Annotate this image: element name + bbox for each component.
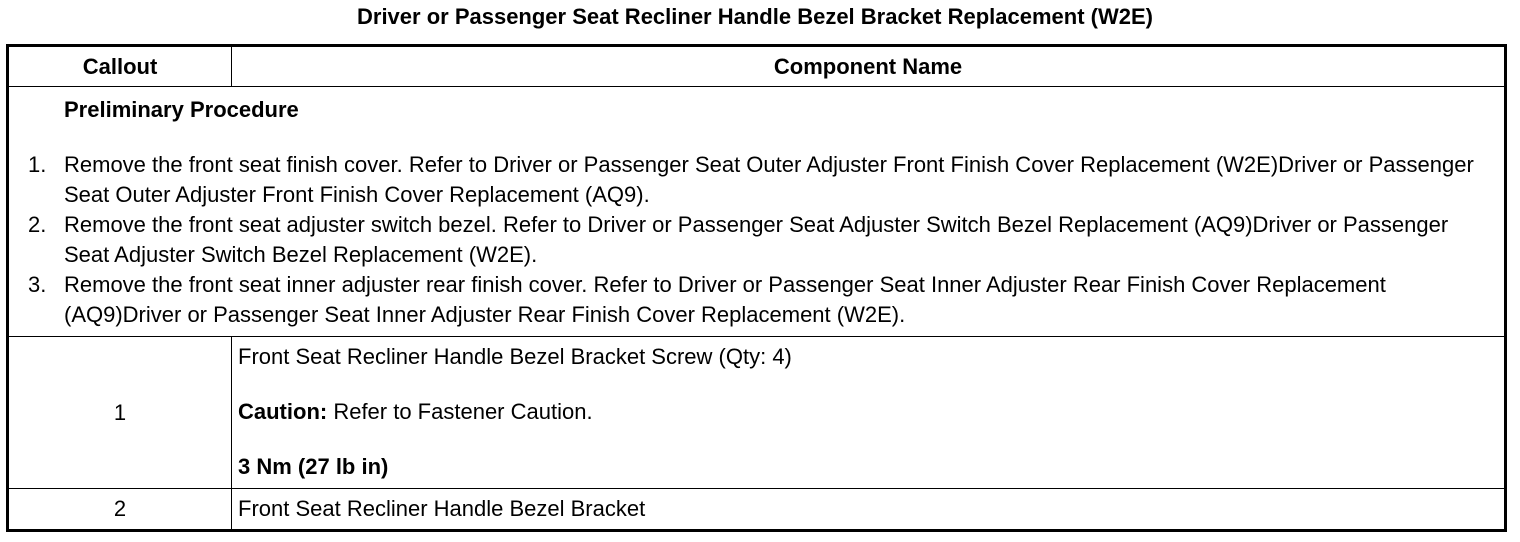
preliminary-steps-list [23, 150, 1490, 330]
step-number: 2. [28, 212, 47, 237]
caution-note [238, 397, 1498, 427]
table-row [8, 489, 1506, 531]
list-item [23, 210, 1490, 270]
step-number: 1. [28, 152, 47, 177]
step-text: Remove the front seat inner adjuster rear finish cover. Refer to Driver or Passenger Seat Inner Adjuster Rear Finish Cover Replacement (AQ9)Driver or Passenger Seat Inner Adjuster Rear Finish Cover Replacement (W2E). [64, 272, 1386, 327]
procedure-table [6, 44, 1507, 532]
table-row [8, 337, 1506, 489]
step-number: 3. [28, 272, 47, 297]
component-name: Front Seat Recliner Handle Bezel Bracket Screw (Qty: 4) [238, 344, 792, 369]
callout-number: 2 [8, 489, 232, 531]
header-row [8, 46, 1506, 87]
component-name: Front Seat Recliner Handle Bezel Bracket [232, 489, 1506, 531]
list-item [23, 150, 1490, 210]
component-name-column-header: Component Name [232, 46, 1506, 87]
preliminary-procedure-heading: Preliminary Procedure [64, 97, 299, 122]
callout-number: 1 [8, 337, 232, 489]
caution-label: Caution: [238, 399, 328, 424]
list-item [23, 270, 1490, 330]
callout-column-header: Callout [8, 46, 232, 87]
component-name-cell [232, 337, 1506, 489]
preliminary-procedure-cell [8, 87, 1506, 337]
step-text: Remove the front seat finish cover. Refer to Driver or Passenger Seat Outer Adjuster Front Finish Cover Replacement (W2E)Driver or Passenger Seat Outer Adjuster Front Finish Cover Replacement (AQ9). [64, 152, 1474, 207]
page-title: Driver or Passenger Seat Recliner Handle Bezel Bracket Replacement (W2E) [357, 4, 1153, 29]
preliminary-procedure-row [8, 87, 1506, 337]
torque-spec: 3 Nm (27 lb in) [238, 454, 389, 479]
caution-text: Refer to Fastener Caution. [327, 399, 593, 424]
step-text: Remove the front seat adjuster switch bezel. Refer to Driver or Passenger Seat Adjuster Switch Bezel Replacement (AQ9)Driver or Passenger Seat Adjuster Switch Bezel Replacement (W2E). [64, 212, 1449, 267]
